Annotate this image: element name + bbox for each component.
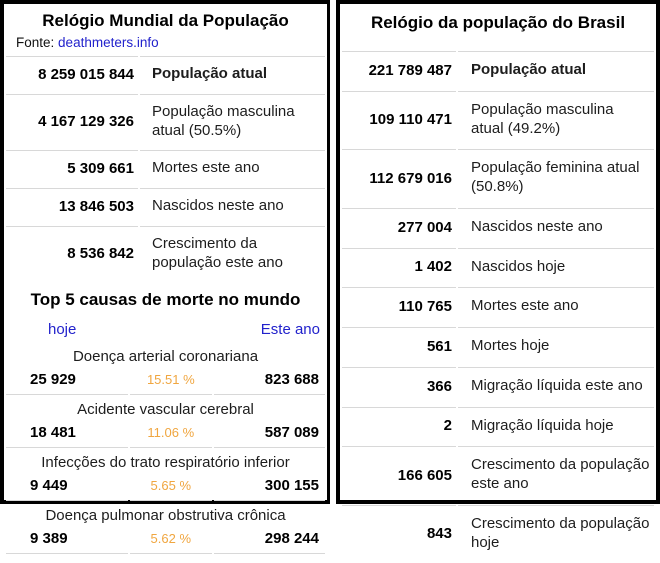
cause-percent: 5.62 % [130,528,212,554]
stat-row [342,407,654,445]
cause-values-row [6,422,325,448]
cause-name: Infecções do trato respiratório inferior [41,454,290,472]
stat-row [342,51,654,89]
top5-death-causes-table [4,282,327,556]
column-link-today[interactable]: hoje [48,321,77,339]
cause-name: Doença arterial coronariana [72,348,259,366]
cause-values-row [6,475,325,501]
stat-value: 1 402 [342,248,456,286]
cause-today-count: 9 449 [6,475,128,501]
stat-label: Migração líquida hoje [458,407,654,445]
stat-row [342,505,654,562]
cause-year-count: 823 688 [214,369,325,395]
top5-column-headers [6,316,325,342]
cause-today-count: 9 389 [6,528,128,554]
stat-value: 4 167 129 326 [6,94,138,149]
cause-values-row [6,369,325,395]
cause-year-count: 298 244 [214,528,325,554]
stat-value: 110 765 [342,287,456,325]
stat-row [342,367,654,405]
cause-percent: 11.06 % [130,422,212,448]
cause-today-count: 18 481 [6,422,128,448]
stat-row [6,226,325,281]
stat-value: 8 259 015 844 [6,56,138,92]
stat-row [342,91,654,148]
stat-label: Nascidos neste ano [458,208,654,246]
stat-label: Mortes este ano [140,150,325,186]
cause-values-row [6,528,325,554]
source-label: Fonte: [16,35,55,50]
stat-value: 112 679 016 [342,149,456,206]
brazil-panel-title: Relógio da população do Brasil [370,13,626,32]
cause-name-row [6,450,325,473]
cause-percent: 15.51 % [130,369,212,395]
stat-value: 5 309 661 [6,150,138,186]
stat-value: 366 [342,367,456,405]
cause-name: Acidente vascular cerebral [77,401,254,419]
stat-value: 561 [342,327,456,365]
cause-today-count: 25 929 [6,369,128,395]
cause-percent: 5.65 % [130,475,212,501]
stat-row [342,149,654,206]
stat-label: Migração líquida este ano [458,367,654,405]
cause-year-count: 300 155 [214,475,325,501]
brazil-stats-table [340,4,656,563]
stat-row [6,56,325,92]
stat-value: 166 605 [342,446,456,503]
world-population-panel [0,0,330,548]
stat-label: Crescimento da população este ano [458,446,654,503]
stat-value: 221 789 487 [342,51,456,89]
stat-label: Crescimento da população este ano [140,226,325,281]
brazil-population-panel [336,0,660,551]
stat-label: População feminina atual (50.8%) [458,149,654,206]
world-stats-table [4,4,327,282]
stat-value: 109 110 471 [342,91,456,148]
stat-value: 2 [342,407,456,445]
stat-row [342,248,654,286]
stat-value: 13 846 503 [6,188,138,224]
top5-title: Top 5 causas de morte no mundo [30,290,301,310]
stat-row [6,188,325,224]
stat-label: Nascidos hoje [458,248,654,286]
stat-label: População masculina atual (49.2%) [458,91,654,148]
stat-label: Mortes hoje [458,327,654,365]
world-panel-title: Relógio Mundial da População [42,11,289,30]
stat-row [342,287,654,325]
stat-label: População atual [458,51,654,89]
stat-row [6,150,325,186]
stat-row [6,94,325,149]
source-row [6,35,325,54]
stat-row [342,446,654,503]
stat-value: 277 004 [342,208,456,246]
cause-name-row [6,344,325,367]
cause-name-row [6,397,325,420]
stat-label: Nascidos neste ano [140,188,325,224]
stat-label: População masculina atual (50.5%) [140,94,325,149]
stat-value: 8 536 842 [6,226,138,281]
stat-label: População atual [140,56,325,92]
stat-label: Crescimento da população hoje [458,505,654,562]
stat-row [342,327,654,365]
stat-row [342,208,654,246]
cause-name: Doença pulmonar obstrutiva crônica [45,507,286,525]
stat-label: Mortes este ano [458,287,654,325]
cause-name-row [6,503,325,526]
stat-value: 843 [342,505,456,562]
cause-year-count: 587 089 [214,422,325,448]
source-link[interactable]: deathmeters.info [58,35,159,50]
column-link-this-year[interactable]: Este ano [260,321,320,339]
